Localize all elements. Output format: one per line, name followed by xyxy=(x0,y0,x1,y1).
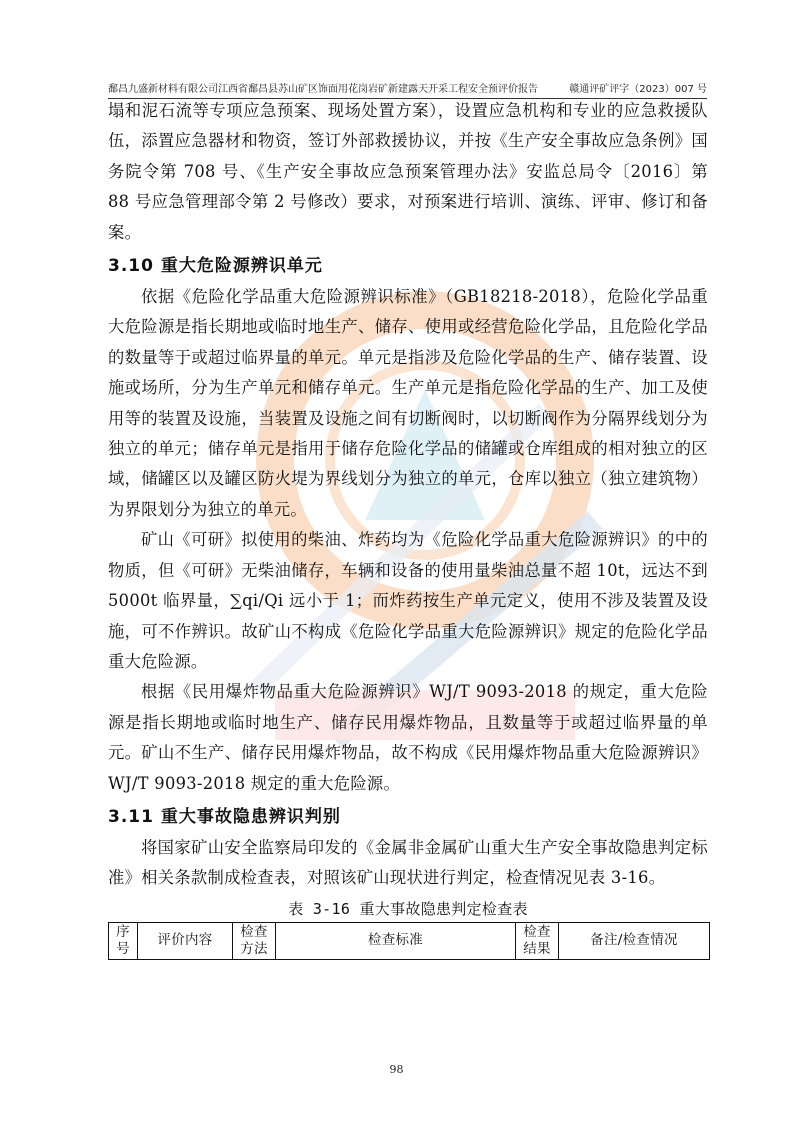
section-heading-3-10: 3.10 重大危险源辨识单元 xyxy=(108,256,323,277)
header-report-title: 鄱昌九盛新材料有限公司江西省鄱昌县苏山矿区饰面用花岗岩矿新建露天开采工程安全预评价报告 xyxy=(108,84,538,95)
col-header-result: 检查结果 xyxy=(516,922,559,959)
body-content xyxy=(108,96,708,960)
header-report-number: 赣通评矿评字（2023）007 号 xyxy=(569,84,707,95)
col-header-standard: 检查标准 xyxy=(276,922,516,959)
col-header-index: 序号 xyxy=(109,922,138,959)
col-header-content: 评价内容 xyxy=(138,922,233,959)
paragraph-major-hazard-check: 将国家矿山安全监察局印发的《金属非金属矿山重大生产安全事故隐患判定标准》相关条款制成检查表，对照该矿山现状进行判定，检查情况见表 3-16。 xyxy=(108,837,708,888)
page-number: 98 xyxy=(389,1063,404,1076)
col-header-method: 检查方法 xyxy=(233,922,276,959)
paragraph-civil-explosives: 根据《民用爆炸物品重大危险源辨识》WJ/T 9093-2018 的规定，重大危险源是指长期地或临时地生产、储存民用爆炸物品，且数量等于或超过临界量的单元。矿山不生产、储存民用爆炸物品，故不构成《民用爆炸物品重大危险源辨识》WJ/T 9093-2018 规定的重大危险源。 xyxy=(108,682,708,793)
table-header-row xyxy=(109,922,710,959)
section-heading-3-11: 3.11 重大事故隐患辨识判别 xyxy=(108,806,341,827)
paragraph-emergency-plan: 塌和泥石流等专项应急预案、现场处置方案），设置应急机构和专业的应急救援队伍，添置应急器材和物资，签订外部救援协议，并按《生产安全事故应急条例》国务院令第 708 号、《生产安全事故应急预案管理办法》安监总局令〔2016〕第 88 号应急管理部令第 2 号修改）要求，对预案进行培训、演练、评审、修订和备案。 xyxy=(108,101,708,242)
check-table xyxy=(108,922,710,960)
paragraph-diesel-explosives: 矿山《可研》拟使用的柴油、炸药均为《危险化学品重大危险源辨识》的中的物质，但《可研》无柴油储存，车辆和设备的使用量柴油总量不超 10t，远达不到 5000t 临界量，∑qi/Qi 远小于 1；而炸药按生产单元定义，使用不涉及装置及设施，可不作辨识。故矿山不构成《危险化学品重大危险源辨识》规定的危险化学品重大危险源。 xyxy=(108,530,708,671)
table-caption: 表 3-16 重大事故隐患判定检查表 xyxy=(288,899,528,918)
paragraph-hazard-standard: 依据《危险化学品重大危险源辨识标准》（GB18218-2018），危险化学品重大危险源是指长期地或临时地生产、储存、使用或经营危险化学品，且危险化学品的数量等于或超过临界量的单元。单元是指涉及危险化学品的生产、储存装置、设施或场所，分为生产单元和储存单元。生产单元是指危险化学品的生产、加工及使用等的装置及设施，当装置及设施之间有切断阀时，以切断阀作为分隔界线划分为独立的单元；储存单元是指用于储存危险化学品的储罐或仓库组成的相对独立的区域，储罐区以及罐区防火堤为界线划分为独立的单元，仓库以独立（独立建筑物）为界限划分为独立的单元。 xyxy=(108,287,708,519)
col-header-remarks: 备注/检查情况 xyxy=(559,922,710,959)
